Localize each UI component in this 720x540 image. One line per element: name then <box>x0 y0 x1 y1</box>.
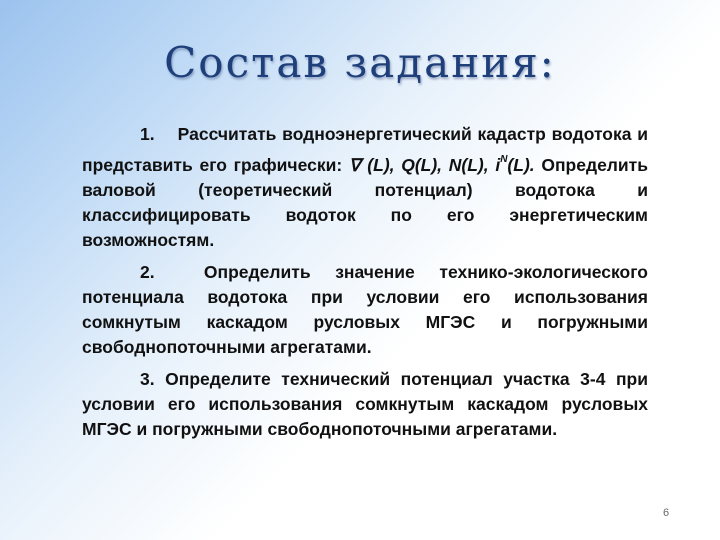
task-formula-i-arg: (L). <box>507 155 535 175</box>
task-item-3 <box>82 367 648 442</box>
task-text-1b: Определить валовой (теоретический потенциал) водотока и классифицировать водоток по его энергетическим возможностям. <box>82 155 648 250</box>
task-item-2 <box>82 260 648 360</box>
task-text-1a: Рассчитать водноэнергетический кадастр водотока и представить его графически: <box>82 124 648 175</box>
task-number-2: 2. <box>140 262 155 282</box>
task-number-3: 3. <box>140 369 155 389</box>
slide-number: 6 <box>663 507 670 519</box>
task-item-1 <box>82 122 648 253</box>
task-formula-i-superscript: N <box>500 154 508 165</box>
task-formula-1: ∇ (L), Q(L), N(L), <box>348 155 496 175</box>
task-list <box>82 122 648 449</box>
task-text-3: Определите технический потенциал участка 3-4 при условии его использования сомкнутым каскадом русловых МГЭС и погружными свободнопоточными агрегатами. <box>82 369 648 439</box>
task-formula-i: i <box>495 155 501 175</box>
slide-title: Состав задания: <box>164 38 556 87</box>
task-number-1: 1. <box>140 124 155 144</box>
task-text-2: Определить значение технико-экологического потенциала водотока при условии его использования сомкнутым каскадом русловых МГЭС и погружными свободнопоточными агрегатами. <box>82 262 648 357</box>
